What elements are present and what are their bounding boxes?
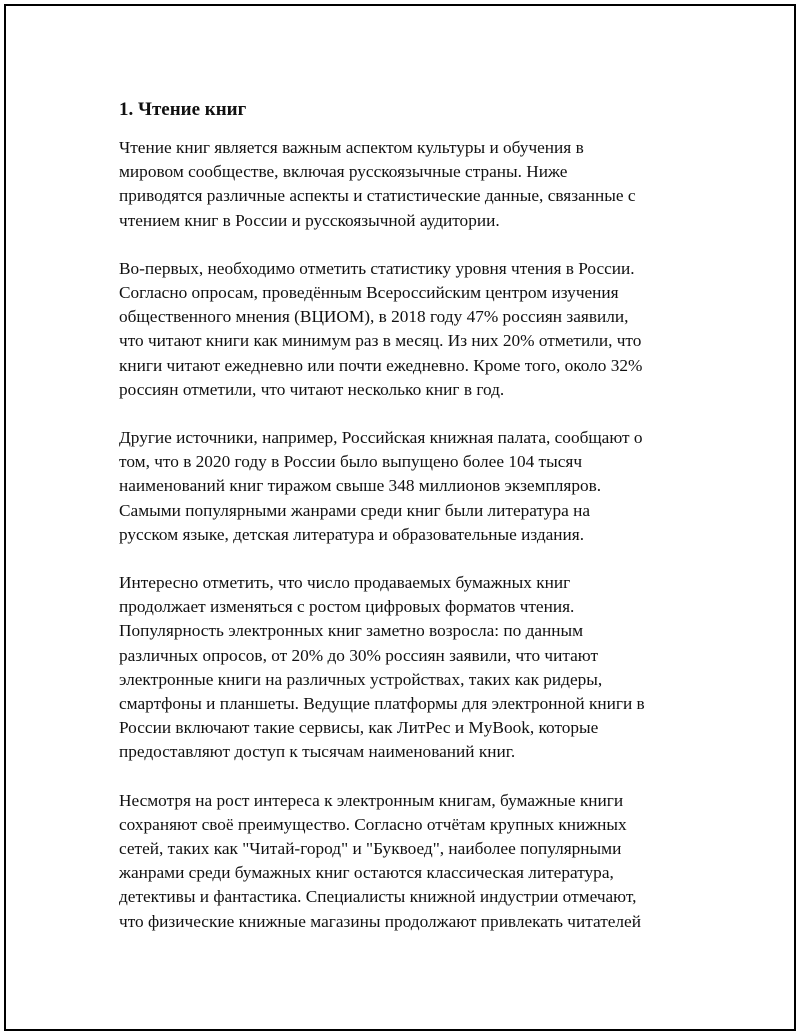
- paragraph-ebooks: Интересно отметить, что число продаваемых бумажных книг продолжает изменяться с ростом цифровых форматов чтения. Популярность электронных книг заметно возросла: по данным различных опросов, от 20% до 30% россиян заявили, что читают электронные книги на различных устройствах, таких как ридеры, смартфоны и планшеты. Ведущие платформы для электронной книги в России включают такие сервисы, как ЛитРес и MyBook, которые предоставляют доступ к тысячам наименований книг.: [119, 573, 645, 762]
- page: [4, 4, 796, 1031]
- paragraph-statistics: Во-первых, необходимо отметить статистику уровня чтения в России. Согласно опросам, проведённым Всероссийским центром изучения общественного мнения (ВЦИОМ), в 2018 году 47% россиян заявили, что читают книги как минимум раз в месяц. Из них 20% отметили, что книги читают ежедневно или почти ежедневно. Кроме того, около 32% россиян отметили, что читают несколько книг в год.: [119, 258, 643, 399]
- paragraph-paper-books: Несмотря на рост интереса к электронным книгам, бумажные книги сохраняют своё преимущество. Согласно отчётам крупных книжных сетей, таких как "Читай-город" и "Буквоед", наиболее популярными жанрами среди бумажных книг остаются классическая литература, детективы и фантастика. Специалисты книжной индустрии отмечают, что физические книжные магазины продолжают привлекать читателей: [119, 790, 641, 931]
- document-body: [119, 98, 699, 958]
- section-heading: 1. Чтение книг: [119, 99, 247, 120]
- paragraph-book-chamber: Другие источники, например, Российская книжная палата, сообщают о том, что в 2020 году в России было выпущено более 104 тысяч наименований книг тиражом свыше 348 миллионов экземпляров. Самыми популярными жанрами среди книг были литература на русском языке, детская литература и образовательные издания.: [119, 428, 643, 544]
- paragraph-intro: Чтение книг является важным аспектом культуры и обучения в мировом сообществе, включая русскоязычные страны. Ниже приводятся различные аспекты и статистические данные, связанные с чтением книг в России и русскоязычной аудитории.: [119, 138, 636, 230]
